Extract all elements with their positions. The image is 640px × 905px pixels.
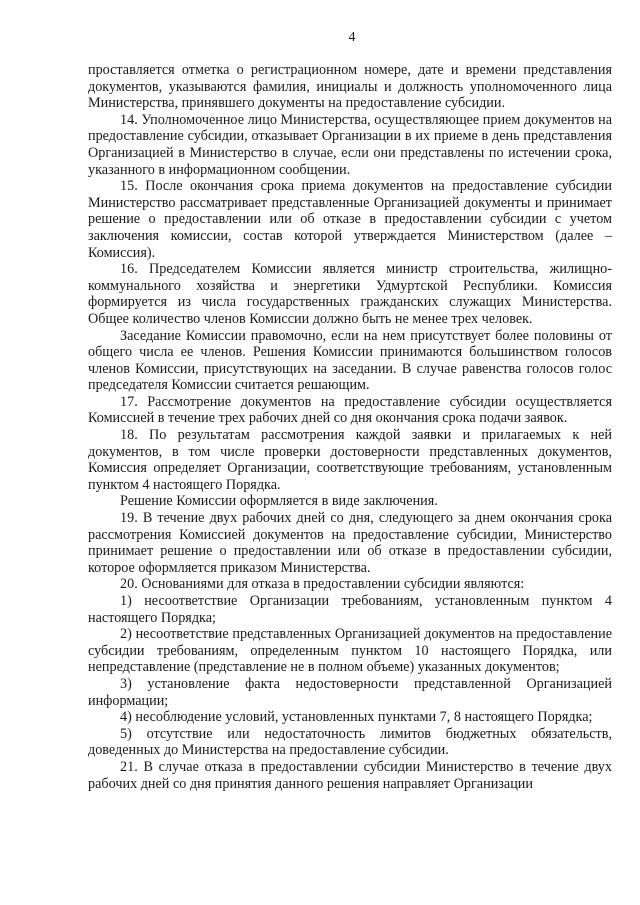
list-item-4: 4) несоблюдение условий, установленных пунктами 7, 8 настоящего Порядка; — [120, 709, 593, 726]
document-body — [88, 62, 612, 792]
paragraph-15: 15. После окончания срока приема документов на предоставление субсидии Министерство рассматривает представленные Организацией документы и принимает решение о предоставлении или об отказе в предоставлении субсидии с учетом заключения комиссии, состав которой утверждается Министерством (далее – Комиссия). — [88, 178, 612, 261]
paragraph-17: 17. Рассмотрение документов на предоставление субсидии осуществляется Комиссией в течение трех рабочих дней со дня окончания срока подачи заявок. — [88, 393, 612, 427]
list-item-2: 2) несоответствие представленных Организацией документов на предоставление субсидии требованиям, определенным пунктом 10 настоящего Порядка, или непредставление (представление не в полном объеме) указанных документов; — [88, 626, 612, 676]
list-item-1: 1) несоответствие Организации требованиям, установленным пунктом 4 настоящего Порядка; — [88, 593, 612, 626]
paragraph-16: 16. Председателем Комиссии является министр строительства, жилищно-коммунального хозяйства и энергетики Удмуртской Республики. Комиссия формируется из числа государственных гражданских служащих Министерства. Общее количество членов Комиссии должно быть не менее трех человек. — [88, 261, 612, 327]
paragraph-16-quorum: Заседание Комиссии правомочно, если на нем присутствует более половины от общего числа ее членов. Решения Комиссии принимаются большинством голосов членов Комиссии, присутствующих на заседании. В случае равенства голосов голос председателя Комиссии считается решающим. — [88, 327, 612, 394]
list-item-5: 5) отсутствие или недостаточность лимитов бюджетных обязательств, доведенных до Министерства на предоставление субсидии. — [88, 725, 612, 759]
paragraph-20: 20. Основаниями для отказа в предоставлении субсидии являются: — [120, 576, 525, 593]
paragraph-18-decision: Решение Комиссии оформляется в виде заключения. — [120, 493, 438, 510]
page-number: 4 — [348, 30, 356, 45]
paragraph-18: 18. По результатам рассмотрения каждой заявки и прилагаемых к ней документов, в том числе проверки достоверности представленных документов, Комиссия определяет Организации, соответствующие требованиям, установленным пунктом 4 настоящего Порядка. — [88, 427, 612, 493]
paragraph-19: 19. В течение двух рабочих дней со дня, следующего за днем окончания срока рассмотрения Комиссией документов на предоставление субсидии, Министерство принимает решение о предоставлении или об отказе в предоставлении субсидии, которое оформляется приказом Министерства. — [88, 510, 612, 576]
paragraph-21: 21. В случае отказа в предоставлении субсидии Министерство в течение двух рабочих дней со дня принятия данного решения направляет Организации — [88, 758, 612, 792]
list-item-3: 3) установление факта недостоверности представленной Организацией информации; — [88, 675, 612, 709]
paragraph-continuation: проставляется отметка о регистрационном номере, дате и времени представления документов, указываются фамилия, инициалы и должность уполномоченного лица Министерства, принявшего документы на предоставление субсидии. — [88, 62, 612, 112]
paragraph-14: 14. Уполномоченное лицо Министерства, осуществляющее прием документов на предоставление субсидии, отказывает Организации в их приеме в день представления Организацией в Министерство в случае, если они представлены по истечении срока, указанного в информационном сообщении. — [88, 111, 612, 178]
